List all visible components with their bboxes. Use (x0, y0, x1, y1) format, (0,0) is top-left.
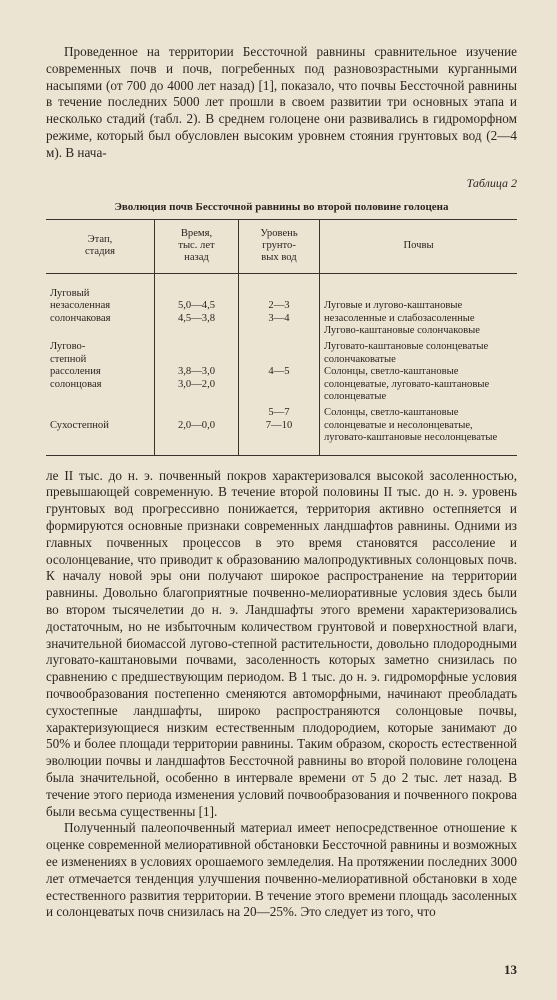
header-groundwater: Уровень грунто- вых вод (239, 219, 320, 273)
cell-groundwater: 2—3 3—4 (239, 273, 320, 339)
cell-stage: Луговый незасоленная солончаковая (50, 287, 111, 324)
table-header-row (46, 219, 517, 273)
paragraph-continued: ле II тыс. до н. э. почвенный покров характеризовался высокой засоленностью, превышающей современную. В течение второй половины II тыс. до н. э. уровень грунтовых вод прогрессивно понижается, территория активно остепняется и формируются основные признаки современных ландшафтов равнины. Одними из главных почвенных процессов в это время становятся рассоление и осолонцевание, что приводит к образованию малопродуктивных солонцовых почв. К началу новой эры они получают широкое распространение на территории равнины. Довольно благоприятные почвенно-мелиоративные условия здесь были во втором тысячелетии до н. э. Ландшафты этого времени характеризовались достаточным, но не избыточным количеством грунтовой и поверхностной влаги, значительной биомассой лугово-степной растительности, довольно плодородными луговато-каштановыми почвами, засоленность которых заметно снизилась по сравнению с предшествующим периодом. В 1 тыс. до н. э. гидроморфные условия почвообразования постепенно сменяются автоморфными, начинают преобладать сухостепные ландшафты, широко распространяются солонцовые почвы, характеризующиеся низким естественным плодородием, которые занимают до 50% и более площади территории равнины. Таким образом, скорость естественной эволюции почвы и ландшафтов Бессточной равнины во второй половине голоцена была значительной, особенно в интервале времени от 5 до 2 тыс. лет назад. В течение этого периода изменения условий почвообразования и почвенного покрова были весьма существенны [1]. (46, 467, 517, 819)
header-time: Время, тыс. лет назад (155, 219, 239, 273)
table-caption: Эволюция почв Бессточной равнины во второй половине голоцена (114, 200, 449, 213)
page-number: 13 (504, 962, 517, 977)
cell-stage: Лугово- степной рассоления солонцовая (50, 341, 102, 390)
cell-soils: Солонцы, светло-каштановые солонцеватые и несолонцеватые, луговато-каштановые несолонцеватые (320, 405, 518, 455)
cell-soils: Луговые и лугово-каштановые незасоленные и слабозасоленные Лугово-каштановые солончаковые (320, 273, 518, 339)
paragraph-intro: Проведенное на территории Бессточной равнины сравнительное изучение современных почв и почв, погребенных под разновозрастными курганными насыпями (от 700 до 4000 лет назад) [1], показало, что почвы Бессточной равнины в течение последних 5000 лет прошли в своем развитии три основных этапа и несколько стадий (табл. 2). В среднем голоцене они развивались в гидроморфном режиме, который был обусловлен высоким уровнем стояния грунтовых вод (2—4 м). В нача- (46, 44, 517, 160)
cell-time: 2,0—0,0 (155, 405, 239, 455)
header-stage: Этап, стадия (46, 219, 155, 273)
paragraph-paleosoil: Полученный палеопочвенный материал имеет непосредственное отношение к оценке современной мелиоративной обстановки Бессточной равнины и возможных ее изменениях в условиях орошаемого земледелия. На протяжении последних 3000 лет отмечается тенденция улучшения почвенно-мелиоративной обстановки в ходе естественного развития территории. В течение этого времени площадь засоленных и солонцеватых почв снизилась на 20—25%. Это следует из того, что (46, 820, 517, 920)
cell-soils: Луговато-каштановые солонцеватые солончаковатые Солонцы, светло-каштановые солонцеватые, луговато-каштановые солонцеватые (320, 339, 518, 405)
table-row (46, 405, 517, 455)
header-soils: Почвы (320, 219, 518, 273)
cell-groundwater: 5—7 7—10 (239, 405, 320, 455)
table-row (46, 339, 517, 405)
cell-groundwater: 4—5 (239, 339, 320, 405)
soil-evolution-table (46, 219, 517, 456)
cell-time: 3,8—3,0 3,0—2,0 (155, 339, 239, 405)
cell-stage: Сухостепной (46, 405, 155, 455)
table-row (46, 273, 517, 339)
cell-time: 5,0—4,5 4,5—3,8 (155, 273, 239, 339)
table-label: Таблица 2 (466, 175, 517, 190)
